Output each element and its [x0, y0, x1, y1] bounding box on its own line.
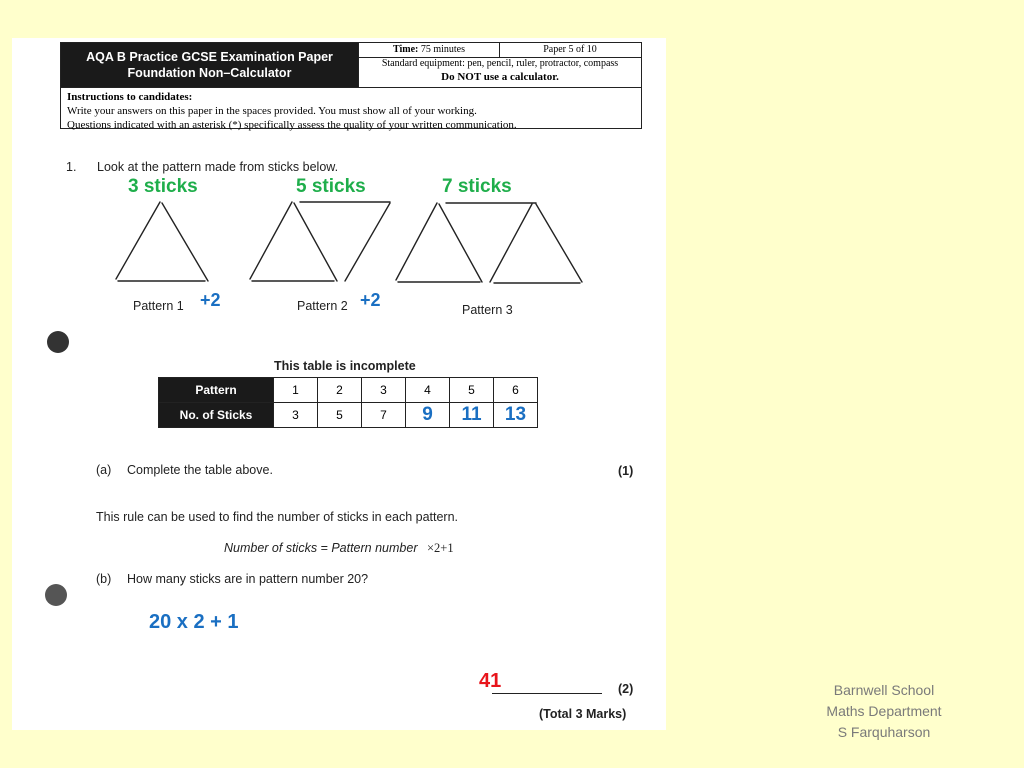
handwritten-working: 20 x 2 + 1: [149, 611, 239, 633]
total-marks: (Total 3 Marks): [539, 707, 627, 721]
table-cell: 4: [406, 378, 450, 403]
no-calculator-text: Do NOT use a calculator.: [441, 71, 559, 83]
table-cell: 5: [318, 403, 362, 428]
pattern-3-sticks: [396, 203, 582, 283]
exam-page: [12, 38, 666, 730]
table-row: [159, 403, 538, 428]
author-name: S Farquharson: [837, 724, 931, 740]
part-a-label: (a): [96, 463, 112, 477]
instruction-2: Questions indicated with an asterisk (*) specifically assess the quality of your written communication.: [67, 119, 517, 131]
credit-footer: [800, 680, 968, 743]
department-name: Maths Department: [826, 703, 942, 719]
annotation-increment-2: +2: [360, 290, 381, 310]
punch-hole: [45, 584, 67, 606]
exam-title-line2: Foundation Non–Calculator: [127, 66, 292, 80]
part-b-label: (b): [96, 572, 112, 586]
table-cell: 5: [450, 378, 494, 403]
punch-hole: [47, 331, 69, 353]
time-label: Time:: [392, 44, 419, 55]
table-cell: 3: [274, 403, 318, 428]
table-cell: 3: [362, 378, 406, 403]
rule-text: Number of sticks = Pattern number: [224, 541, 418, 555]
pattern-3-label: Pattern 3: [462, 303, 513, 317]
answer-line: [492, 693, 602, 694]
equipment-text: Standard equipment: pen, pencil, ruler, protractor, compass: [381, 58, 619, 69]
part-b-marks: (2): [618, 682, 634, 696]
pattern-2-sticks: [250, 202, 390, 281]
exam-title-line1: AQA B Practice GCSE Examination Paper: [86, 50, 333, 64]
question-prompt: Look at the pattern made from sticks below.: [97, 160, 339, 174]
paper-number: Paper 5 of 10: [543, 44, 597, 55]
handwritten-answer-cell: 13: [494, 403, 538, 428]
handwritten-answer-cell: 11: [450, 403, 494, 428]
question-number: 1.: [66, 160, 77, 174]
rule-tail: ×2+1: [426, 541, 454, 555]
table-caption: This table is incomplete: [274, 359, 416, 373]
school-name: Barnwell School: [833, 682, 935, 698]
table-cell: 6: [494, 378, 538, 403]
table-cell: 7: [362, 403, 406, 428]
annotation-count-2: 5 sticks: [296, 176, 366, 197]
table-cell: 1: [274, 378, 318, 403]
annotation-count-3: 7 sticks: [442, 176, 512, 197]
instruction-1: Write your answers on this paper in the spaces provided. You must show all of your working.: [67, 105, 477, 117]
rule-formula: [224, 541, 454, 556]
handwritten-answer-cell: 9: [406, 403, 450, 428]
pattern-1-label: Pattern 1: [133, 299, 184, 313]
instructions-heading: Instructions to candidates:: [67, 91, 193, 103]
pattern-1-sticks: [116, 202, 208, 281]
sticks-table: [158, 377, 538, 428]
part-b-text: How many sticks are in pattern number 20?: [127, 572, 369, 586]
rule-intro: This rule can be used to find the number of sticks in each pattern.: [96, 510, 459, 524]
annotation-increment-1: +2: [200, 290, 221, 310]
part-a-text: Complete the table above.: [127, 463, 273, 477]
part-a-marks: (1): [618, 464, 634, 478]
annotation-count-1: 3 sticks: [128, 176, 198, 197]
pattern-2-label: Pattern 2: [297, 299, 348, 313]
table-cell: 2: [318, 378, 362, 403]
final-answer: 41: [479, 670, 502, 692]
table-header-sticks: No. of Sticks: [159, 403, 274, 428]
table-row: [159, 378, 538, 403]
stick-patterns-diagram: [12, 38, 666, 338]
time-value: 75 minutes: [420, 44, 466, 55]
table-header-pattern: Pattern: [159, 378, 274, 403]
